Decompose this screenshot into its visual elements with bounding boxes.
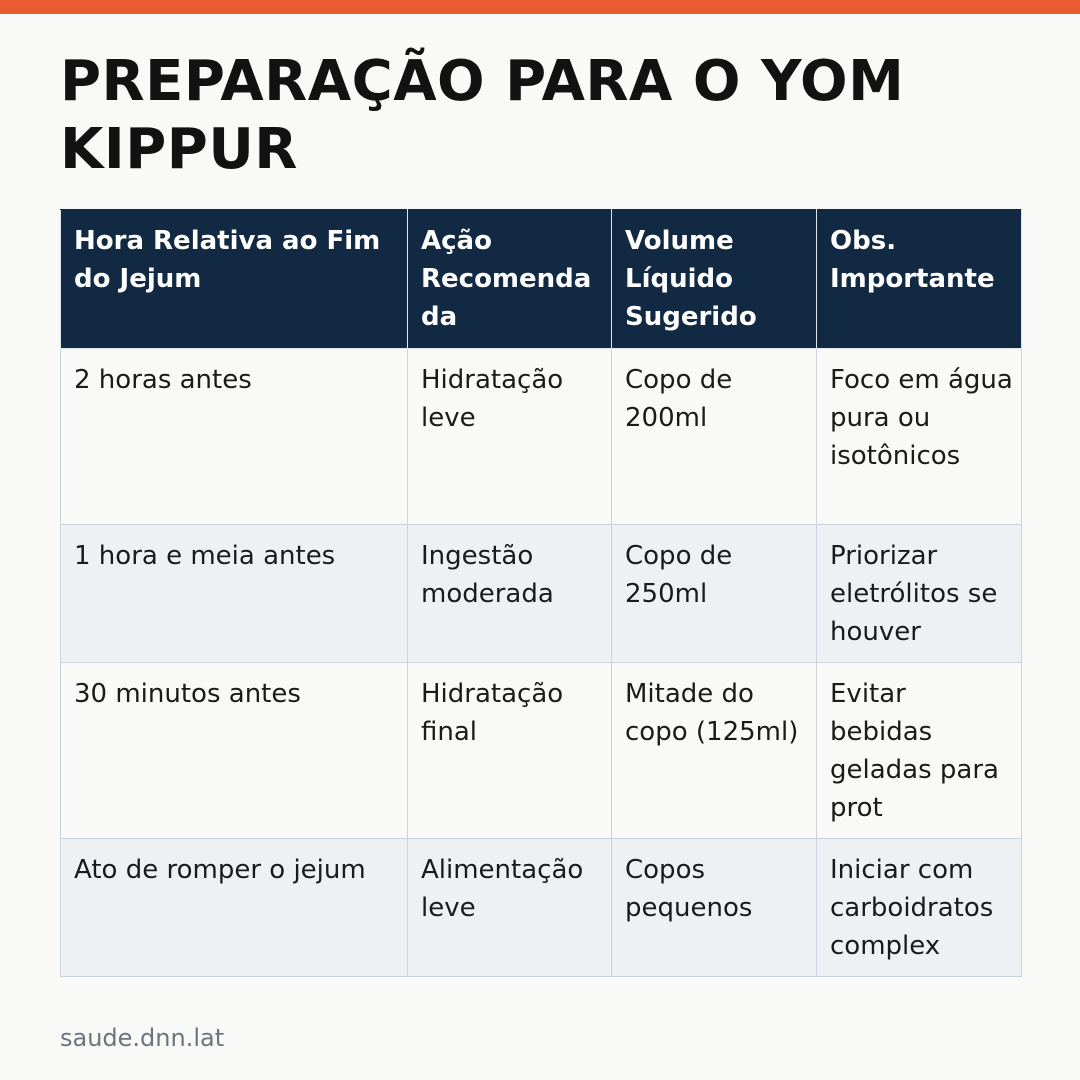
- column-header-volume: Volume Líquido Sugerido: [612, 210, 817, 349]
- table-cell-action: Hidratação leve: [408, 349, 612, 525]
- table-cell-volume: Copos pequenos: [612, 839, 817, 977]
- table-cell-notes: Iniciar com carboidratos complex: [817, 839, 1022, 977]
- table-cell-volume: Copo de 250ml: [612, 525, 817, 663]
- accent-bar: [0, 0, 1080, 14]
- table-row: [61, 839, 1022, 977]
- table-cell-volume: Copo de 200ml: [612, 349, 817, 525]
- table-cell-action: Hidratação final: [408, 663, 612, 839]
- table-cell-time: 2 horas antes: [61, 349, 408, 525]
- table-cell-notes: Evitar bebidas geladas para prot: [817, 663, 1022, 839]
- table-row: [61, 349, 1022, 525]
- table-cell-action: Ingestão moderada: [408, 525, 612, 663]
- hydration-table: [60, 209, 1022, 977]
- page-title: PREPARAÇÃO PARA O YOM KIPPUR: [60, 49, 905, 182]
- table-header-row: [61, 210, 1022, 349]
- table-cell-time: 1 hora e meia antes: [61, 525, 408, 663]
- table-cell-notes: Priorizar eletrólitos se houver: [817, 525, 1022, 663]
- table-row: [61, 525, 1022, 663]
- column-header-time: Hora Relativa ao Fim do Jejum: [61, 210, 408, 349]
- table-cell-notes: Foco em água pura ou isotônicos: [817, 349, 1022, 525]
- column-header-action: Ação Recomendada: [408, 210, 612, 349]
- source-credit: saude.dnn.lat: [60, 1024, 225, 1052]
- table-cell-action: Alimentação leve: [408, 839, 612, 977]
- table-cell-time: Ato de romper o jejum: [61, 839, 408, 977]
- column-header-notes: Obs. Importante: [817, 210, 1022, 349]
- table-cell-time: 30 minutos antes: [61, 663, 408, 839]
- table-cell-volume: Mitade do copo (125ml): [612, 663, 817, 839]
- table-row: [61, 663, 1022, 839]
